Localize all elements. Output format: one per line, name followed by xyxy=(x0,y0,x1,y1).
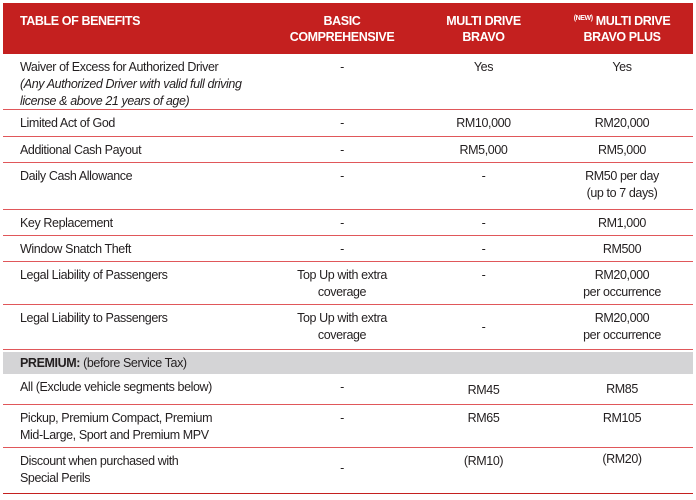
bravo-value: RM65 xyxy=(467,411,500,425)
header-bravo-plus xyxy=(551,3,693,54)
plus-value-line1: RM20,000 xyxy=(594,311,650,325)
plus-value xyxy=(551,305,693,349)
premium-subtitle: (before Service Tax) xyxy=(83,356,187,370)
plus-value: RM105 xyxy=(602,411,642,425)
header-basic-line2: COMPREHENSIVE xyxy=(289,30,395,44)
bravo-value: Yes xyxy=(473,60,494,74)
plus-value: RM5,000 xyxy=(598,143,646,157)
bravo-value: RM10,000 xyxy=(456,116,511,130)
basic-value xyxy=(268,262,416,304)
basic-value: - xyxy=(340,143,344,157)
table-row xyxy=(3,236,693,262)
plus-value xyxy=(551,163,693,209)
table-row xyxy=(3,54,693,110)
benefit-label: Legal Liability to Passengers xyxy=(20,311,168,325)
plus-value-line2: (up to 7 days) xyxy=(586,186,658,200)
premium-row xyxy=(3,448,693,494)
plus-value: (RM20) xyxy=(602,452,642,466)
bravo-value: (RM10) xyxy=(463,454,504,468)
header-benefits: TABLE OF BENEFITS xyxy=(20,14,141,28)
header-bravo xyxy=(416,3,551,54)
benefit-label: Daily Cash Allowance xyxy=(20,169,133,183)
plus-value-line2: per occurrence xyxy=(583,285,661,299)
row-label xyxy=(3,54,268,109)
basic-value-line2: coverage xyxy=(317,328,367,342)
benefits-table xyxy=(3,3,693,494)
new-badge: (NEW) xyxy=(573,15,593,22)
plus-value: RM1,000 xyxy=(598,216,646,230)
premium-label-text: Pickup, Premium Compact, Premium Mid-Large, Sport and Premium MPV xyxy=(20,411,213,442)
benefit-label: Key Replacement xyxy=(20,216,113,230)
premium-label: All (Exclude vehicle segments below) xyxy=(20,380,212,394)
premium-label-text: Discount when purchased with Special Perils xyxy=(20,454,179,485)
bravo-value: RM5,000 xyxy=(459,143,508,157)
premium-label xyxy=(3,448,268,493)
table-row xyxy=(3,163,693,210)
plus-value: RM85 xyxy=(606,382,638,396)
bravo-value: RM45 xyxy=(467,383,500,397)
bravo-value: - xyxy=(481,169,486,183)
plus-value-line1: RM20,000 xyxy=(594,268,650,282)
benefit-label: Additional Cash Payout xyxy=(20,143,142,157)
plus-value-line2: per occurrence xyxy=(583,328,661,342)
table-row xyxy=(3,262,693,305)
basic-value-line1: Top Up with extra xyxy=(297,311,387,325)
basic-value: - xyxy=(340,380,344,394)
premium-row xyxy=(3,405,693,448)
table-row xyxy=(3,110,693,137)
premium-title: PREMIUM: xyxy=(20,356,80,370)
header-plus-line2: BRAVO PLUS xyxy=(583,30,661,44)
benefit-label: Legal Liability of Passengers xyxy=(20,268,168,282)
basic-value-line2: coverage xyxy=(317,285,367,299)
premium-section-header xyxy=(3,352,693,374)
plus-value xyxy=(551,262,693,304)
bravo-value: - xyxy=(481,216,486,230)
table-row xyxy=(3,305,693,350)
basic-value: - xyxy=(340,461,344,475)
basic-value: - xyxy=(340,216,344,230)
table-row xyxy=(3,210,693,236)
basic-value: - xyxy=(340,169,344,183)
basic-value: - xyxy=(340,116,344,130)
header-basic-line1: BASIC xyxy=(323,14,361,28)
header-plus-line1: MULTI DRIVE xyxy=(595,14,671,28)
basic-value-line1: Top Up with extra xyxy=(297,268,387,282)
header-bravo-line2: BRAVO xyxy=(462,30,505,44)
header-bravo-line1: MULTI DRIVE xyxy=(446,14,521,28)
premium-row xyxy=(3,374,693,405)
premium-label xyxy=(3,405,268,447)
benefit-label: Limited Act of God xyxy=(20,116,115,130)
basic-value: - xyxy=(340,60,344,74)
basic-value: - xyxy=(340,242,344,256)
plus-value: RM20,000 xyxy=(594,116,650,130)
plus-value: Yes xyxy=(612,60,632,74)
benefit-note: (Any Authorized Driver with valid full driving license & above 21 years of age) xyxy=(20,77,242,108)
basic-value: - xyxy=(340,411,344,425)
benefit-label: Window Snatch Theft xyxy=(20,242,131,256)
bravo-value: - xyxy=(481,268,486,282)
plus-value: RM500 xyxy=(602,242,642,256)
table-header xyxy=(3,3,693,54)
bravo-value: - xyxy=(481,242,486,256)
header-basic xyxy=(268,3,416,54)
bravo-value: - xyxy=(481,320,486,334)
basic-value xyxy=(268,305,416,349)
benefit-label: Waiver of Excess for Authorized Driver xyxy=(20,60,219,74)
plus-value-line1: RM50 per day xyxy=(585,169,659,183)
table-row xyxy=(3,137,693,163)
